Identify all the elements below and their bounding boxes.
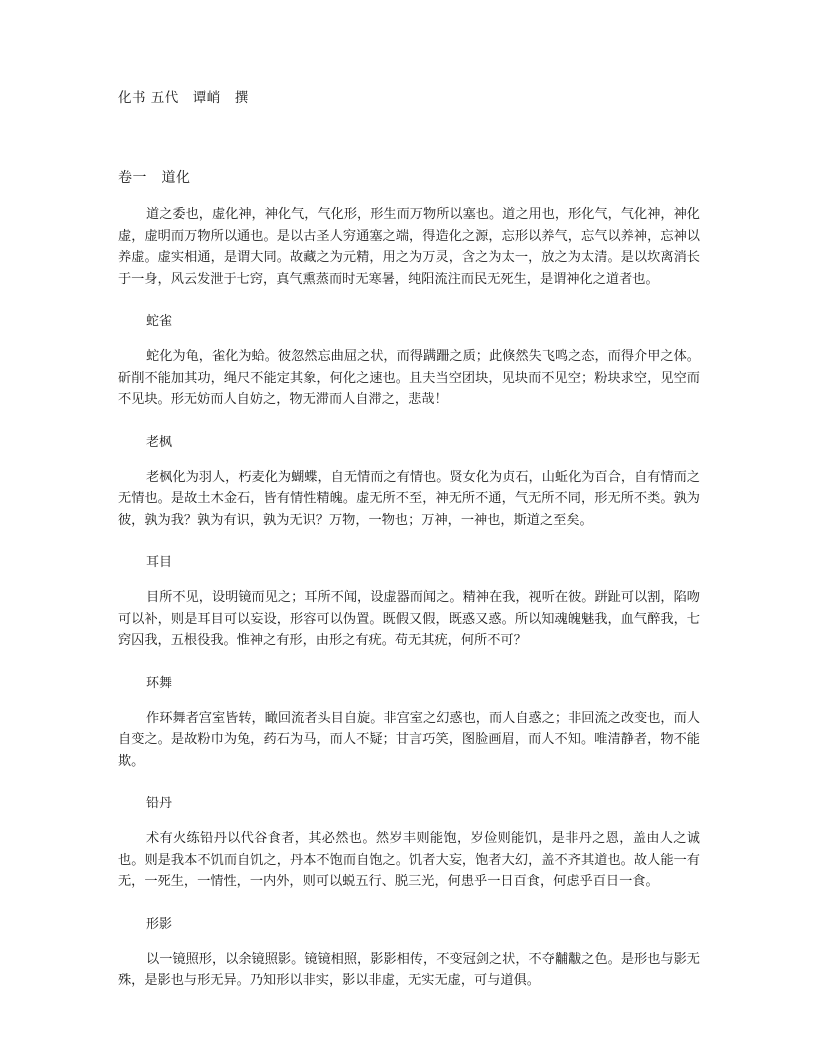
document-text-block [118, 88, 700, 992]
section-ermu [118, 531, 700, 652]
lead-paragraph: 道之委也，虚化神，神化气，气化形，形生而万物所以塞也。道之用也，形化气，气化神，神化虚，虚明而万物所以通也。是以古圣人穷通塞之端，得造化之源，忘形以养气，忘气以养神，忘神以养虚。虚实相通，是谓大同。故藏之为元精，用之为万灵，含之为太一，放之为太清。是以坎离消长于一身，风云发泄于七窍，真气熏蒸而时无寒暑，纯阳流注而民无死生，是谓神化之道者也。 [118, 207, 700, 287]
section-laofeng [118, 411, 700, 532]
section-body: 以一镜照形，以余镜照影。镜镜相照，影影相传，不变冠剑之状，不夺黼黻之色。是形也与影无殊，是影也与形无异。乃知形以非实，影以非虚，无实无虚，可与道俱。 [118, 951, 700, 988]
section-qiandan [118, 772, 700, 893]
section-heading: 形影 [146, 916, 173, 932]
section-heading: 老枫 [146, 434, 173, 450]
section-heading: 铅丹 [146, 796, 173, 811]
section-body: 目所不见，设明镜而见之；耳所不闻，设虚器而闻之。精神在我，视听在彼。跰趾可以割，陷吻可以补，则是耳目可以妄设，形容可以伪置。既假又假，既惑又惑。所以知魂魄魅我，血气醉我，七窍囚我，五根役我。惟神之有形，由形之有疣。苟无其疣，何所不可？ [118, 590, 700, 648]
section-body: 老枫化为羽人，朽麦化为蝴蝶，自无情而之有情也。贤女化为贞石，山蚯化为百合，自有情而之无情也。是故土木金石，皆有情性精魄。虚无所不至，神无所不通，气无所不同，形无所不类。孰为彼，孰为我？孰为有识，孰为无识？万物，一物也；万神，一神也，斯道之至矣。 [118, 469, 700, 528]
section-heading: 耳目 [146, 555, 173, 570]
section-huanwu [118, 652, 700, 773]
section-heading: 蛇雀 [146, 314, 173, 329]
section-heading: 环舞 [146, 675, 173, 691]
section-body: 术有火练铅丹以代谷食者，其必然也。然岁丰则能饱，岁俭则能饥，是非丹之恩，盖由人之诚也。则是我本不饥而自饥之，丹本不饱而自饱之。饥者大妄，饱者大幻，盖不齐其道也。故人能一有无，一死生，一情性，一内外，则可以蜕五行、脱三光，何患乎一日百食，何虑乎百日一食。 [118, 831, 700, 889]
section-xingying [118, 893, 700, 992]
volume-heading: 卷一 道化 [118, 170, 191, 186]
section-body: 蛇化为龟，雀化为蛤。彼忽然忘曲屈之状，而得蹒跚之质；此倏然失飞鸣之态，而得介甲之体。斫削不能加其功，绳尺不能定其象，何化之速也。且夫当空团块，见块而不见空；粉块求空，见空而不见块。形无妨而人自妨之，物无滞而人自滞之，悲哉！ [118, 349, 700, 407]
section-body: 作环舞者宫室皆转，瞰回流者头目自旋。非宫室之幻惑也，而人自惑之；非回流之改变也，而人自变之。是故粉巾为兔，药石为马，而人不疑；甘言巧笑，图脸画眉，而人不知。唯清静者，物不能欺。 [118, 710, 700, 769]
section-shequè [118, 290, 700, 411]
document-title: 化书 五代 谭峭 撰 [118, 90, 249, 106]
